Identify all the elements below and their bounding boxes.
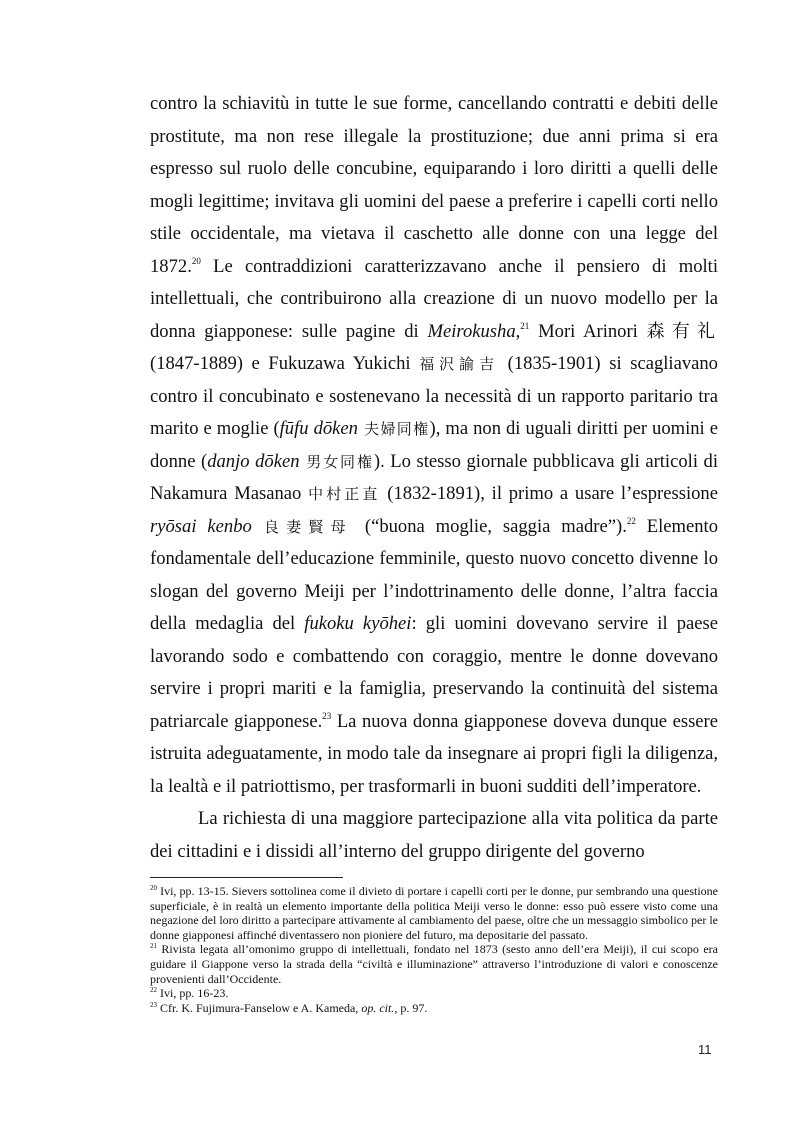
kanji-fukuzawa-yukichi: 福沢諭吉 bbox=[419, 355, 500, 373]
kanji-ryosai-kenbo: 良妻賢母 bbox=[251, 517, 365, 536]
footnote-op-cit: op. cit. bbox=[361, 1000, 395, 1015]
footnote-22 bbox=[150, 986, 718, 1001]
text-run: : gli uomini dovevano servire il paese lavorando sodo e combattendo con coraggio, mentre le donne dovevano servire i propri mariti e la famiglia, preservando la continuità del sistema patriarcale giapponese. bbox=[150, 613, 718, 732]
text-run: La nuova donna giapponese doveva dunque essere istruita adeguatamente, in modo tale da insegnare ai propri figli la diligenza, la lealtà e il patriottismo, per trasformarli in buoni sudditi dell’imperatore. bbox=[150, 710, 719, 797]
footnotes bbox=[150, 884, 718, 1015]
footnote-ref-21[interactable]: 21 bbox=[520, 320, 530, 331]
footnote-21 bbox=[150, 942, 718, 986]
text-run: Le contraddizioni caratterizzavano anche il pensiero di molti intellettuali, che contribuirono alla creazione di un nuovo modello per la donna giapponese: sulle pagine di bbox=[150, 255, 718, 342]
term-meirokusha: Meirokusha bbox=[427, 320, 516, 342]
footnote-23 bbox=[150, 1001, 718, 1016]
body-text bbox=[150, 88, 718, 868]
text-run: (1835-1901) si scagliavano contro il concubinato e sostenevano la necessità di un rapporto paritario tra marito e moglie ( bbox=[150, 353, 718, 439]
footnote-text: Rivista legata all’omonimo gruppo di intellettuali, fondato nel 1873 (sesto anno dell’era Meiji), il cui scopo era guidare il Giappone verso la strada della “civiltà e illuminazione” attraverso l’introduzione di valori e conoscenze provenienti dall’Occidente. bbox=[150, 942, 718, 986]
footnote-20 bbox=[150, 884, 718, 942]
text-run: (1832-1891), il primo a usare l’espressione bbox=[380, 483, 718, 504]
footnote-text: Ivi, pp. 16-23. bbox=[157, 986, 229, 1001]
term-ryosai-kenbo: ryōsai kenbo bbox=[150, 515, 252, 537]
paragraph-2: La richiesta di una maggiore partecipazione alla vita politica da parte dei cittadini e i dissidi all’interno del gruppo dirigente del governo bbox=[150, 808, 718, 862]
kanji-fufu-doken: 夫婦同権 bbox=[357, 420, 430, 438]
footnote-ref-22[interactable]: 22 bbox=[626, 515, 636, 526]
term-fufu-doken: fūfu dōken bbox=[279, 418, 358, 439]
footnote-separator bbox=[150, 877, 343, 878]
footnote-text: Ivi, pp. 13-15. Sievers sottolinea come il divieto di portare i capelli corti per le donne, pur sembrando una questione superficiale, è in realtà un elemento importante della politica Meiji verso le donne: esso può essere visto come una negazione del loro diritto a partecipare attivamente al cambiamento del paese, oltre che un messaggio simbolico per le donne giapponesi affinché diventassero non pioniere del futuro, ma depositarie del passato. bbox=[150, 884, 718, 942]
text-run: (“buona moglie, saggia madre”). bbox=[364, 515, 627, 537]
kanji-nakamura-masanao: 中村正直 bbox=[308, 485, 381, 503]
kanji-mori-arinori: 森有礼 bbox=[646, 320, 718, 342]
paragraph-1 bbox=[150, 88, 718, 803]
text-run: ), ma non di uguali diritti per uomini e donne ( bbox=[150, 418, 718, 472]
text-run: , bbox=[515, 320, 521, 342]
footnote-number: 20 bbox=[150, 884, 157, 892]
footnote-number: 23 bbox=[150, 1000, 157, 1009]
text-run: (1847-1889) e Fukuzawa Yukichi bbox=[150, 353, 420, 374]
term-danjo-doken: danjo dōken bbox=[207, 450, 300, 472]
text-run: ). Lo stesso giornale pubblicava gli articoli di Nakamura Masanao bbox=[150, 450, 719, 504]
text-run: contro la schiavitù in tutte le sue forme, cancellando contratti e debiti delle prostitute, ma non rese illegale la prostituzione; due anni prima si era espresso sul ruolo delle concubine, equiparando i loro diritti a quelli delle mogli legittime; invitava gli uomini del paese a preferire i capelli corti nello stile occidentale, ma vietava il caschetto alle donne con una legge del 1872. bbox=[150, 93, 718, 277]
text-run: Elemento fondamentale dell’educazione femminile, questo nuovo concetto divenne lo slogan del governo Meiji per l’indottrinamento delle donne, l’altra faccia della medaglia del bbox=[150, 515, 719, 634]
footnote-number: 21 bbox=[150, 942, 157, 951]
footnote-ref-23[interactable]: 23 bbox=[322, 710, 332, 721]
footnote-text: , p. 97. bbox=[394, 1000, 428, 1015]
text-run: Mori Arinori bbox=[529, 320, 647, 342]
footnote-ref-20[interactable]: 20 bbox=[191, 255, 201, 266]
footnote-number: 22 bbox=[150, 986, 157, 995]
term-fukoku-kyohei: fukoku kyōhei bbox=[304, 613, 412, 634]
page-number: 11 bbox=[698, 1042, 712, 1057]
footnote-text: Cfr. K. Fujimura-Fanselow e A. Kameda, bbox=[157, 1000, 362, 1015]
kanji-danjo-doken: 男女同権 bbox=[299, 452, 374, 471]
